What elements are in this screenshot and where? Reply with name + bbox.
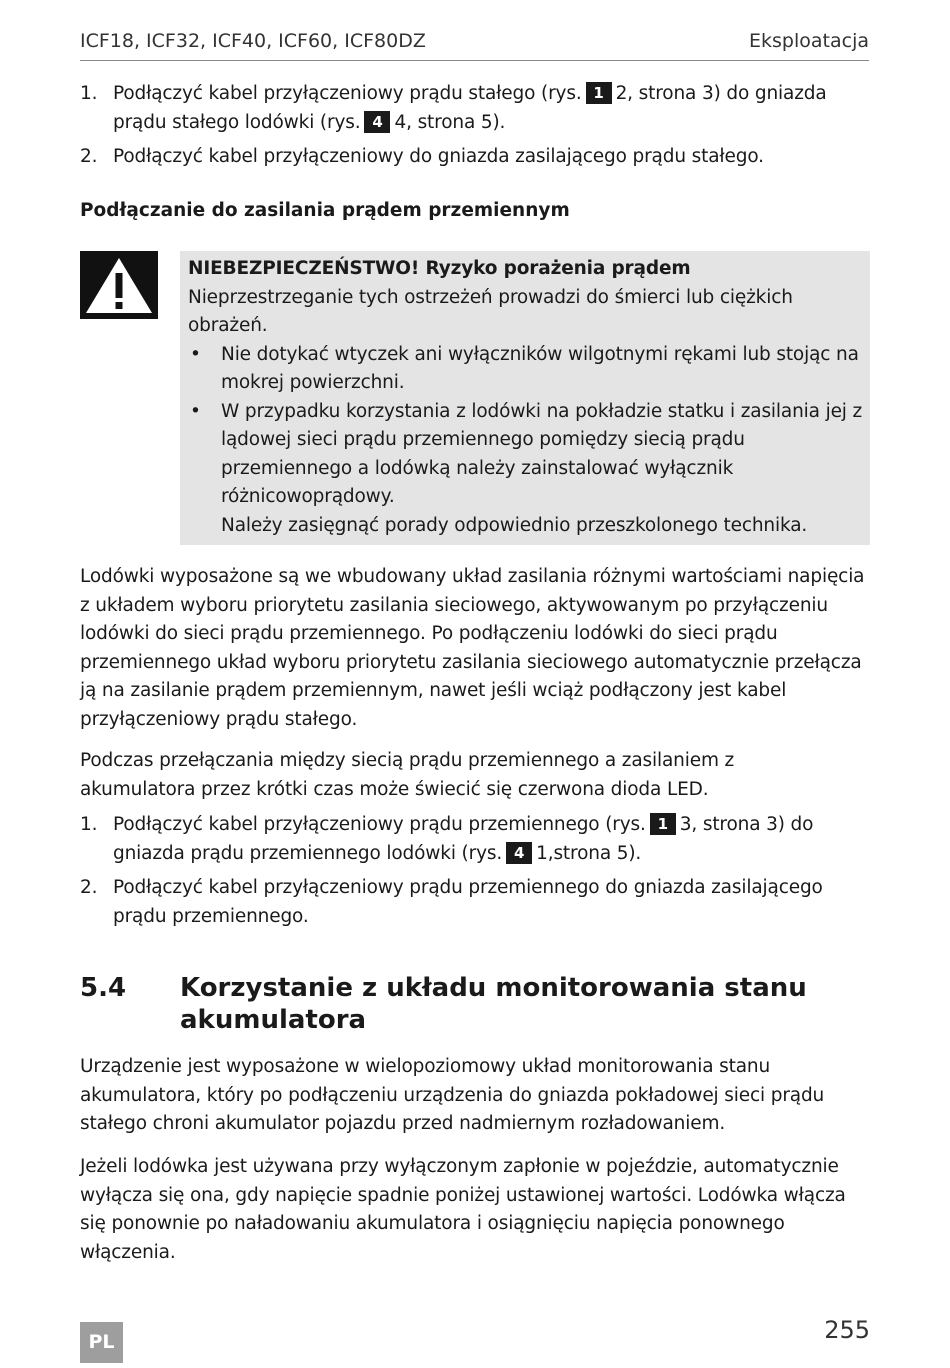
figure-ref-badge: 4 [506, 842, 532, 864]
ac-connection-steps [80, 811, 870, 931]
list-item: 1. Podłączyć kabel przyłączeniowy prądu przemiennego (rys. 1 3, strona 3) do gniazda prądu przemiennego lodówki (rys. 4 1,strona 5). [80, 814, 814, 864]
bullet-dot: • [190, 343, 201, 365]
paragraph: Jeżeli lodówka jest używana przy wyłączonym zapłonie w pojeździe, automatycznie wyłącza się ona, gdy napięcie spadnie poniżej ustawionej wartości. Lodówka włącza się ponownie po naładowaniu akumulatora i osiągnięciu napięcia ponownego włączenia. [80, 1156, 846, 1263]
figure-ref-badge: 1 [586, 82, 612, 104]
page-number: 255 [824, 1316, 870, 1344]
bullet-dot: • [190, 400, 201, 422]
list-item: 2. Podłączyć kabel przyłączeniowy prądu przemiennego do gniazda zasilającego prądu przemiennego. [80, 877, 823, 927]
section-number: 5.4 [80, 973, 127, 1003]
list-item: 1. Podłączyć kabel przyłączeniowy prądu stałego (rys. 1 2, strona 3) do gniazda prądu stałego lodówki (rys. 4 4, strona 5). [80, 83, 827, 133]
header-model-list: ICF18, ICF32, ICF40, ICF60, ICF80DZ [80, 30, 426, 52]
figure-ref-badge: 4 [364, 111, 390, 133]
warning-title: NIEBEZPIECZEŃSTWO! Ryzyko porażenia prądem [188, 258, 691, 279]
ac-connection-heading: Podłączanie do zasilania prądem przemiennym [80, 200, 570, 221]
paragraph: Urządzenie jest wyposażone w wielopoziomowy układ monitorowania stanu akumulatora, który po podłączeniu urządzenia do gniazda pokładowej sieci prądu stałego chroni akumulator pojazdu przed nadmiernym rozładowaniem. [80, 1056, 825, 1134]
warning-bullet: • W przypadku korzystania z lodówki na pokładzie statku i zasilania jej z lądowej sieci prądu przemiennego pomiędzy siecią prądu przemiennego a lodówką należy zainstalować wyłącznik różnicowoprądowy. Należy zasięgnąć porady odpowiednio przeszkolonego technika. [188, 398, 864, 541]
paragraph: Podczas przełączania między siecią prądu przemiennego a zasilaniem z akumulatora przez krótki czas może świecić się czerwona dioda LED. [80, 750, 735, 800]
figure-ref-badge: 1 [650, 813, 676, 835]
paragraph: Lodówki wyposażone są we wbudowany układ zasilania różnymi wartościami napięcia z układem wyboru priorytetu zasilania sieciowego, aktywowanym po przyłączeniu lodówki do sieci prądu przemiennego. Po podłączeniu lodówki do sieci prądu przemiennego układ wyboru priorytetu zasilania sieciowego automatycznie przełącza ją na zasilanie prądem przemiennym, nawet jeśli wciąż podłączony jest kabel przyłączeniowy prądu stałego. [80, 566, 865, 730]
running-header [80, 28, 869, 61]
warning-note: Należy zasięgnąć porady odpowiednio przeszkolonego technika. [221, 514, 808, 536]
warning-bullet: • Nie dotykać wtyczek ani wyłączników wilgotnymi rękami lub stojąc na mokrej powierzchni. [188, 341, 864, 398]
list-item: 2. Podłączyć kabel przyłączeniowy do gniazda zasilającego prądu stałego. [80, 146, 764, 167]
warning-intro: Nieprzestrzeganie tych ostrzeżeń prowadzi do śmierci lub ciężkich obrażeń. [188, 286, 793, 336]
header-chapter: Eksploatacja [749, 30, 869, 52]
language-tab: PL [80, 1322, 123, 1363]
section-title: Korzystanie z układu monitorowania stanu akumulatora [180, 973, 807, 1035]
danger-warning-box [180, 251, 870, 545]
dc-connection-steps [80, 80, 870, 172]
warning-triangle-icon [80, 251, 158, 319]
